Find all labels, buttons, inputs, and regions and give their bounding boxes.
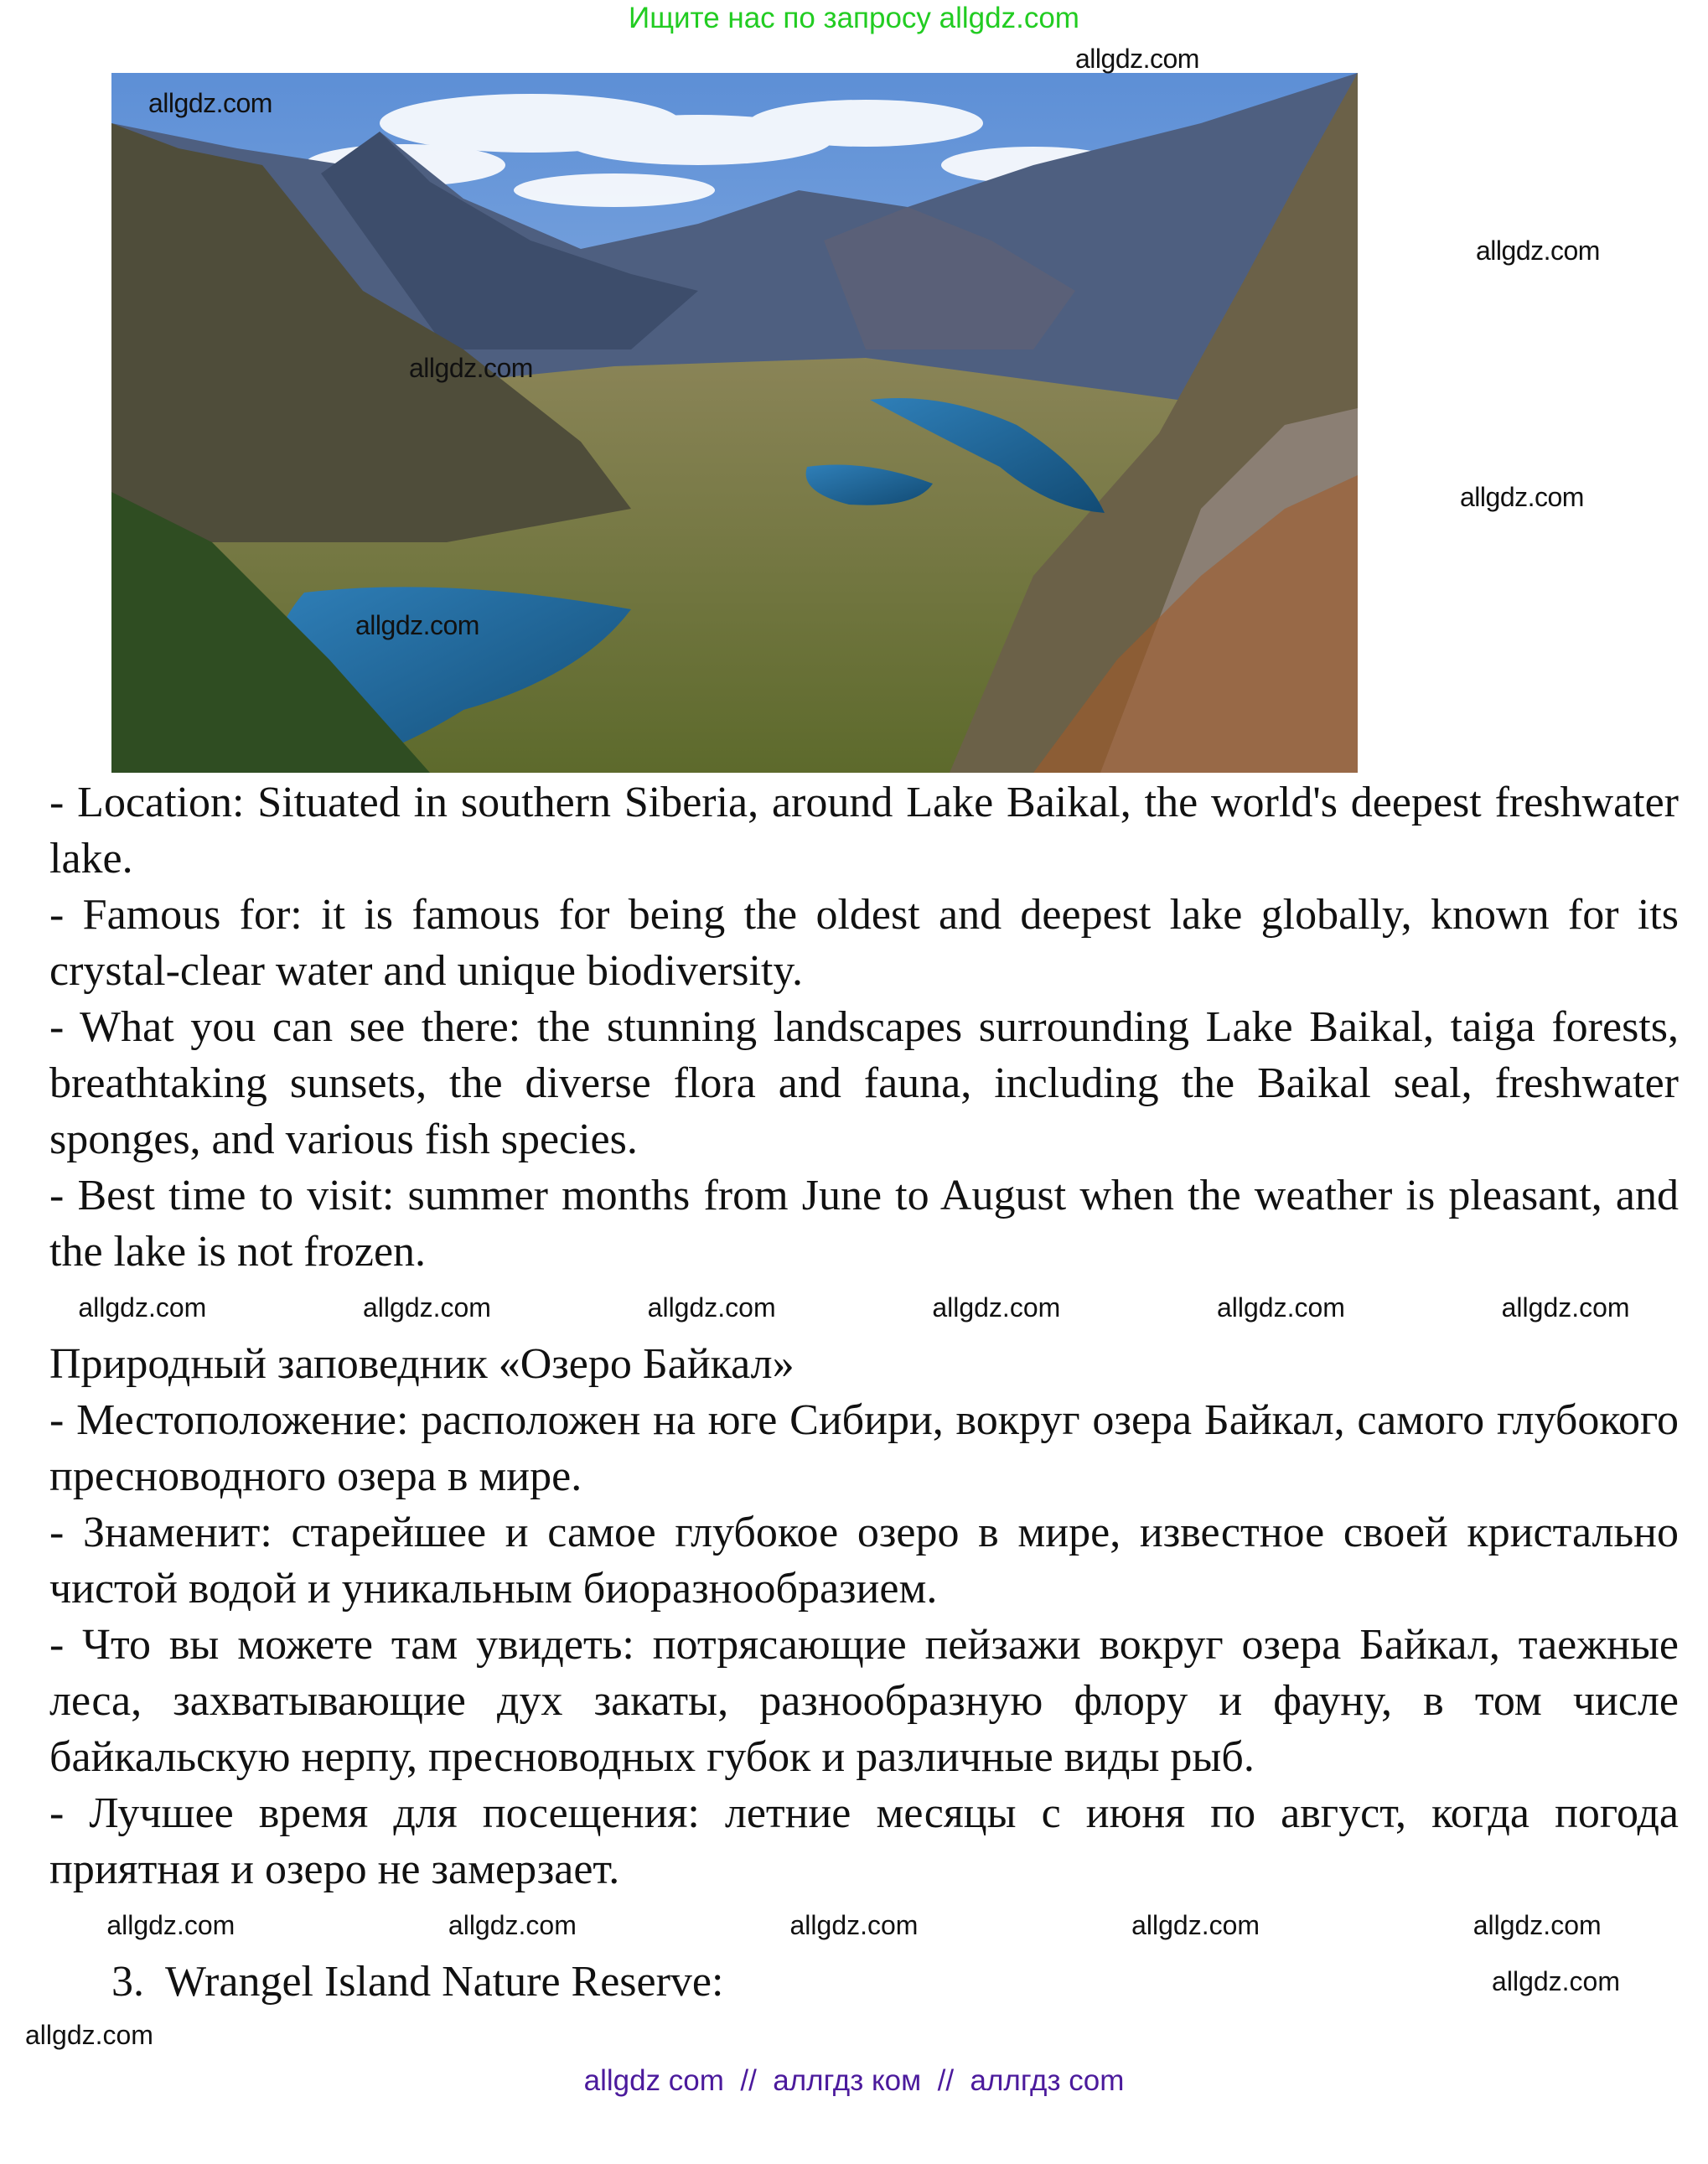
english-location: - Location: Situated in southern Siberia, around Lake Baikal, the world's deepest freshwater lake. [49, 779, 1679, 883]
watermark: allgdz.com [1476, 236, 1600, 266]
watermark: allgdz.com [1216, 1292, 1345, 1323]
russian-location: - Местоположение: расположен на юге Сибири, вокруг озера Байкал, самого глубокого пресноводного озера в мире. [49, 1396, 1679, 1500]
watermark-row [25, 2010, 1708, 2060]
watermark: allgdz.com [1460, 482, 1584, 512]
watermark: allgdz.com [148, 88, 272, 118]
russian-famous-for: - Знаменит: старейшее и самое глубокое озеро в мире, известное своей кристально чистой водой и уникальным биоразнообразием. [49, 1509, 1679, 1613]
russian-what-to-see: - Что вы можете там увидеть: потрясающие пейзажи вокруг озера Байкал, таежные леса, захватывающие дух закаты, разнообразную флору и фауну, в том числе байкальскую нерпу, пресноводных губок и различные виды рыб. [49, 1621, 1679, 1781]
watermark: allgdz.com [106, 1910, 235, 1940]
watermark: allgdz.com [932, 1292, 1061, 1323]
watermark-row [0, 1280, 1708, 1336]
watermark: allgdz.com [363, 1292, 491, 1323]
watermark: allgdz.com [1075, 44, 1199, 74]
watermark: allgdz.com [789, 1910, 919, 1940]
watermark: allgdz.com [1131, 1910, 1260, 1940]
lake-baikal-landscape-photo [111, 73, 1358, 773]
footer-watermark: allgdz com // аллгдз ком // аллгдз com [583, 2064, 1125, 2097]
watermark-row [0, 1897, 1708, 1954]
content-flow [0, 774, 1708, 2102]
list-item-wrangel-island: 3. Wrangel Island Nature Reserve: [111, 1958, 724, 2006]
watermark: allgdz.com [78, 1292, 207, 1323]
item3-row [111, 1954, 1620, 2010]
search-banner: Ищите нас по запросу allgdz.com [629, 2, 1079, 34]
english-famous-for: - Famous for: it is famous for being the oldest and deepest lake globally, known for its crystal-clear water and unique biodiversity. [49, 891, 1679, 995]
english-best-time: - Best time to visit: summer months from June to August when the weather is pleasant, and the lake is not frozen. [49, 1172, 1679, 1276]
watermark: allgdz.com [647, 1292, 776, 1323]
watermark: allgdz.com [1492, 1966, 1620, 1996]
watermark: allgdz.com [1501, 1292, 1630, 1323]
watermark: allgdz.com [448, 1910, 577, 1940]
watermark: allgdz.com [409, 353, 533, 383]
watermark: allgdz.com [1473, 1910, 1602, 1940]
watermark: allgdz.com [355, 610, 479, 640]
watermark: allgdz.com [25, 2019, 153, 2050]
english-what-to-see: - What you can see there: the stunning landscapes surrounding Lake Baikal, taiga forests, breathtaking sunsets, the diverse flora and fauna, including the Baikal seal, freshwater sponges, and various fish species. [49, 1003, 1679, 1163]
russian-title: Природный заповедник «Озеро Байкал» [49, 1340, 794, 1388]
russian-best-time: - Лучшее время для посещения: летние месяцы с июня по август, когда погода приятная и озеро не замерзает. [49, 1789, 1679, 1893]
article-body [49, 774, 1679, 1280]
article-body-russian [49, 1336, 1679, 1897]
